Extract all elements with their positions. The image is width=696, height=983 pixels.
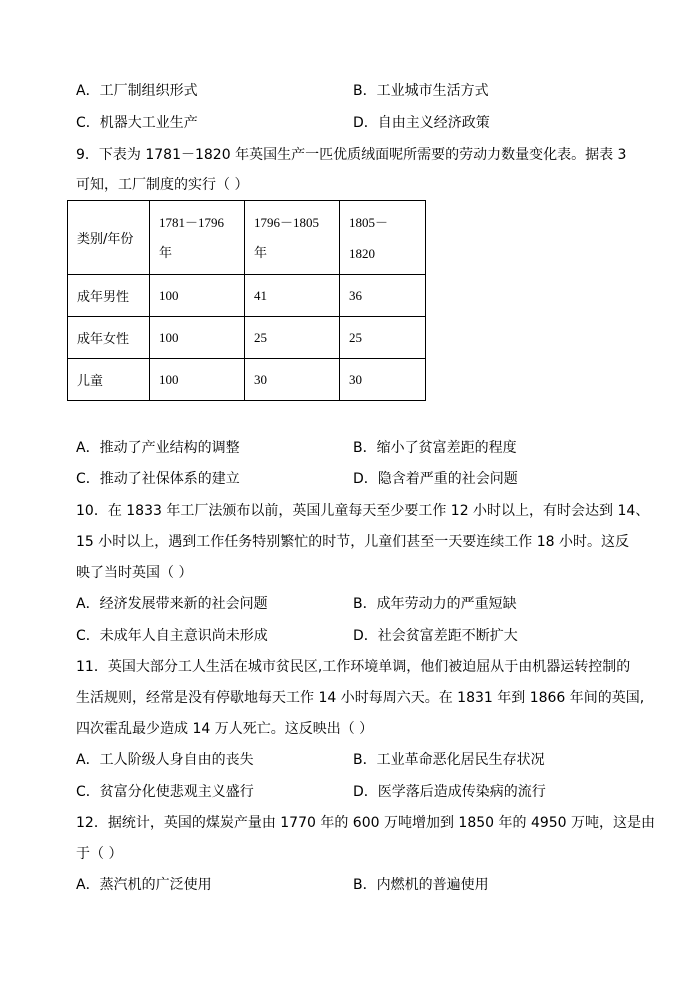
q12-stem-line2: 于（ ） <box>76 846 123 862</box>
header-col1-line2: 年 <box>159 245 173 261</box>
table-cell: 41 <box>245 275 340 317</box>
q8-option-a: A．工厂制组织形式 <box>76 83 198 99</box>
q10-stem-line3: 映了当时英国（ ） <box>76 565 193 581</box>
row-label: 儿童 <box>68 359 150 401</box>
table-cell: 25 <box>340 317 426 359</box>
q8-option-c: C．机器大工业生产 <box>76 115 198 131</box>
q12-stem-line1: 12．据统计，英国的煤炭产量由 1770 年的 600 万吨增加到 1850 年的 4950 万吨，这是由 <box>76 815 656 831</box>
q9-option-a: A．推动了产业结构的调整 <box>76 440 240 456</box>
q10-stem-line1: 10．在 1833 年工厂法颁布以前，英国儿童每天至少要工作 12 小时以上，有时会达到 14、 <box>76 503 650 519</box>
header-col3 <box>340 201 426 275</box>
q9-stem-line1: 9．下表为 1781－1820 年英国生产一匹优质绒面呢所需要的劳动力数量变化表。据表 3 <box>76 147 627 163</box>
q12-option-a: A．蒸汽机的广泛使用 <box>76 877 212 893</box>
q8-option-d: D．自由主义经济政策 <box>353 115 490 131</box>
q11-option-c: C．贫富分化使悲观主义盛行 <box>76 784 254 800</box>
table-row <box>68 359 426 401</box>
header-col2-line1: 1796－1805 <box>254 214 320 230</box>
q10-stem-line2: 15 小时以上，遇到工作任务特别繁忙的时节，儿童们甚至一天要连续工作 18 小时。这反 <box>76 534 629 550</box>
q9-option-b: B．缩小了贫富差距的程度 <box>353 440 517 456</box>
q11-stem-line3: 四次霍乱最少造成 14 万人死亡。这反映出（ ） <box>76 721 374 737</box>
q11-option-d: D．医学落后造成传染病的流行 <box>353 784 546 800</box>
q11-option-a: A．工人阶级人身自由的丧失 <box>76 752 254 768</box>
q11-option-b: B．工业革命恶化居民生存状况 <box>353 752 545 768</box>
q9-option-d: D．隐含着严重的社会问题 <box>353 471 518 487</box>
table-cell: 100 <box>150 359 245 401</box>
table-header-row <box>68 201 426 275</box>
row-label: 成年女性 <box>68 317 150 359</box>
table-cell: 30 <box>340 359 426 401</box>
table-row <box>68 317 426 359</box>
table-cell: 100 <box>150 275 245 317</box>
q8-option-b: B．工业城市生活方式 <box>353 83 489 99</box>
header-col3-line2: 1820 <box>349 245 375 261</box>
q10-option-c: C．未成年人自主意识尚未形成 <box>76 628 268 644</box>
table-row <box>68 275 426 317</box>
table-cell: 100 <box>150 317 245 359</box>
header-col1-line1: 1781－1796 <box>159 214 225 230</box>
header-col3-line1: 1805－ <box>349 214 389 230</box>
q12-option-b: B．内燃机的普遍使用 <box>353 877 489 893</box>
q9-option-c: C．推动了社保体系的建立 <box>76 471 240 487</box>
q10-option-d: D．社会贫富差距不断扩大 <box>353 628 518 644</box>
header-col2-line2: 年 <box>254 245 268 261</box>
table-cell: 25 <box>245 317 340 359</box>
header-category: 类别/年份 <box>68 201 150 275</box>
labor-table <box>67 200 426 401</box>
table-cell: 30 <box>245 359 340 401</box>
q11-stem-line2: 生活规则，经常是没有停歇地每天工作 14 小时每周六天。在 1831 年到 1866 年间的英国, <box>76 690 645 706</box>
q10-option-a: A．经济发展带来新的社会问题 <box>76 596 268 612</box>
header-col1 <box>150 201 245 275</box>
header-col2 <box>245 201 340 275</box>
q11-stem-line1: 11．英国大部分工人生活在城市贫民区,工作环境单调，他们被迫屈从于由机器运转控制的 <box>76 659 631 675</box>
q10-option-b: B．成年劳动力的严重短缺 <box>353 596 517 612</box>
row-label: 成年男性 <box>68 275 150 317</box>
table-cell: 36 <box>340 275 426 317</box>
q9-stem-line2: 可知，工厂制度的实行（ ） <box>76 177 249 193</box>
